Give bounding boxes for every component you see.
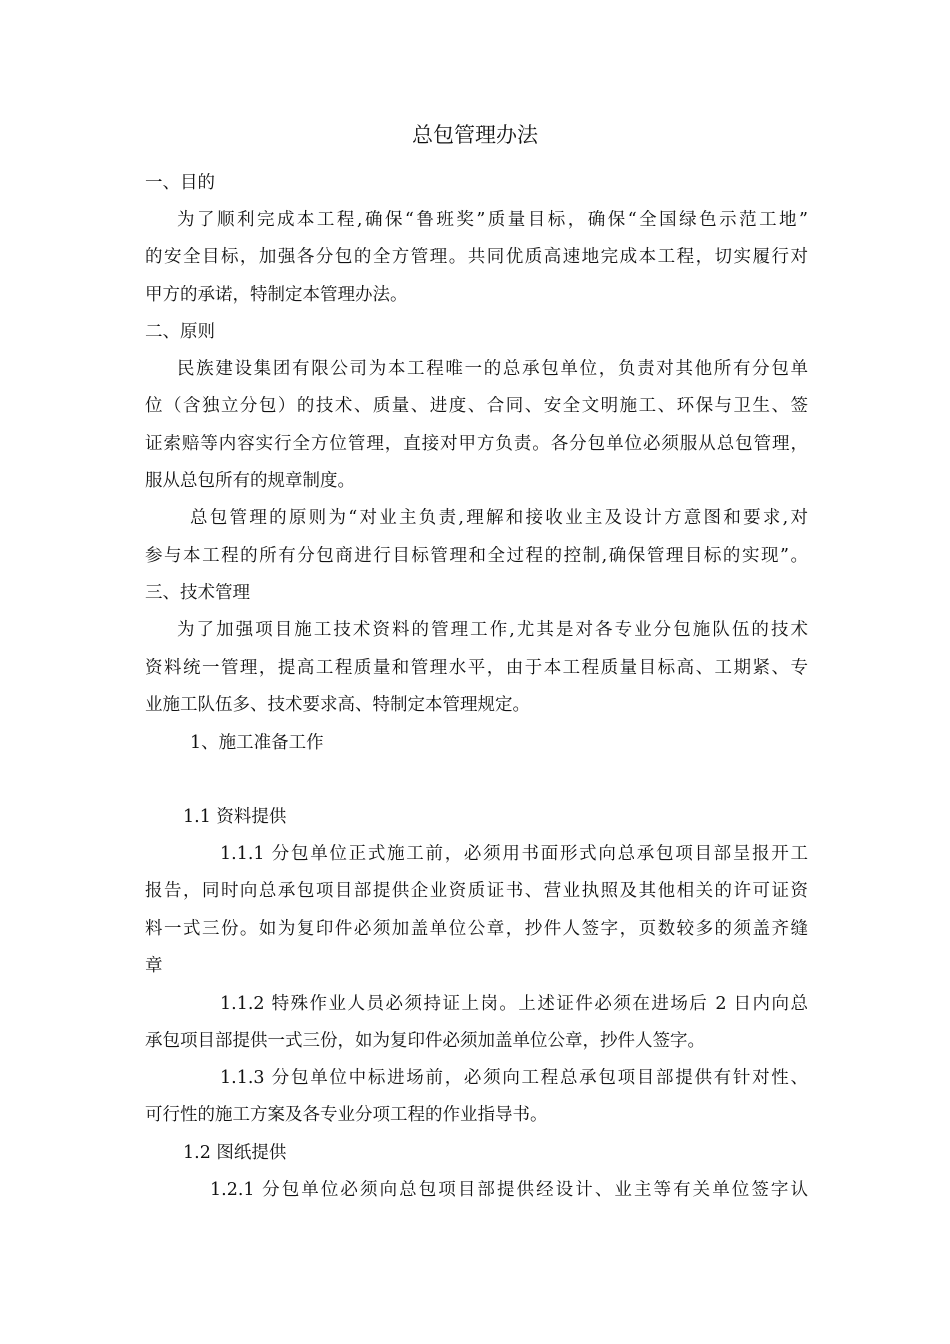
subsection-heading-drawings: 1.2 图纸提供 [183,1143,287,1163]
paragraph-line: 为了顺利完成本工程,确保“鲁班奖”质量目标，确保“全国绿色示范工地” [177,210,808,230]
paragraph-line: 甲方的承诺，特制定本管理办法。 [145,285,408,305]
section-heading-purpose: 一、目的 [145,173,215,193]
paragraph-line: 1.2.1 分包单位必须向总包项目部提供经设计、业主等有关单位签字认 [210,1180,808,1200]
paragraph-line: 1.1.1 分包单位正式施工前，必须用书面形式向总承包项目部呈报开工 [220,844,808,864]
paragraph-line: 1.1.2 特殊作业人员必须持证上岗。上述证件必须在进场后 2 日内向总 [220,994,808,1014]
paragraph-line: 证索赔等内容实行全方位管理，直接对甲方负责。各分包单位必须服从总包管理， [145,434,808,454]
paragraph-line: 服从总包所有的规章制度。 [145,471,355,491]
paragraph-line: 总包管理的原则为“对业主负责,理解和接收业主及设计方意图和要求,对 [190,508,808,528]
paragraph-line: 的安全目标，加强各分包的全方管理。共同优质高速地完成本工程，切实履行对 [145,247,808,267]
section-heading-principle: 二、原则 [145,322,215,342]
subsection-heading-materials: 1.1 资料提供 [183,807,287,827]
paragraph-line: 承包项目部提供一式三份，如为复印件必须加盖单位公章，抄件人签字。 [145,1031,705,1051]
paragraph-line: 报告，同时向总承包项目部提供企业资质证书、营业执照及其他相关的许可证资 [145,881,808,901]
paragraph-line: 料一式三份。如为复印件必须加盖单位公章，抄件人签字，页数较多的须盖齐缝 [145,919,808,939]
paragraph-line: 位（含独立分包）的技术、质量、进度、合同、安全文明施工、环保与卫生、签 [145,396,808,416]
paragraph-line: 为了加强项目施工技术资料的管理工作,尤其是对各专业分包施队伍的技术 [177,620,808,640]
subsection-heading-preparation: 1、施工准备工作 [190,733,324,753]
paragraph-line: 可行性的施工方案及各专业分项工程的作业指导书。 [145,1105,548,1125]
paragraph-line: 章 [145,956,163,976]
paragraph-line: 资料统一管理，提高工程质量和管理水平，由于本工程质量目标高、工期紧、专 [145,658,808,678]
paragraph-line: 1.1.3 分包单位中标进场前，必须向工程总承包项目部提供有针对性、 [220,1068,808,1088]
document-title: 总包管理办法 [412,123,538,147]
paragraph-line: 业施工队伍多、技术要求高、特制定本管理规定。 [145,695,530,715]
paragraph-line: 民族建设集团有限公司为本工程唯一的总承包单位，负责对其他所有分包单 [177,359,808,379]
section-heading-technical: 三、技术管理 [145,583,250,603]
paragraph-line: 参与本工程的所有分包商进行目标管理和全过程的控制,确保管理目标的实现”。 [145,546,808,566]
